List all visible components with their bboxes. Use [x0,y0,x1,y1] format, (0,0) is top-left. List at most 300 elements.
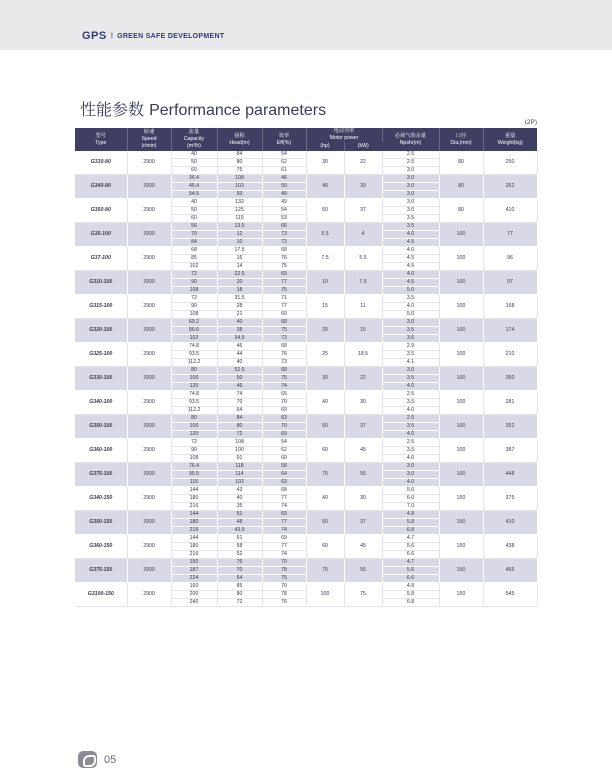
page-title-en: Performance parameters [149,102,327,119]
speed-cell: 2900 [127,343,171,367]
col-weight: 重量 Weight(kg) [483,128,537,151]
eff-cell: 49 [262,199,306,207]
col-dia: 口径 Dia.(mm) [439,128,483,151]
capacity-cell: 50 [171,159,217,167]
npshr-cell: 3.5 [382,423,439,431]
head-cell: 119 [217,215,262,223]
head-cell: 93 [217,191,262,199]
head-cell: 50 [217,375,262,383]
speed-cell: 2900 [127,223,171,247]
pole-note: (2P) [524,119,537,126]
head-cell: 76 [217,559,262,567]
dia-cell: 100 [439,439,483,463]
pump-model-group [75,439,537,463]
head-cell: 52.5 [217,367,262,375]
performance-table [75,128,538,607]
capacity-cell: 95.5 [171,471,217,479]
npshr-cell: 3.0 [382,471,439,479]
speed-cell: 2900 [127,247,171,271]
dia-cell: 100 [439,415,483,439]
model-cell: G350-150 [75,511,127,535]
head-cell: 80 [217,591,262,599]
kw-cell: 55 [344,463,382,487]
npshr-cell: 3.0 [382,167,439,175]
table-header [75,128,537,151]
head-cell: 13.5 [217,223,262,231]
head-cell: 40 [217,359,262,367]
capacity-cell: 180 [171,519,217,527]
kw-cell: 4 [344,223,382,247]
npshr-cell: 3.5 [382,399,439,407]
eff-cell: 77 [262,543,306,551]
eff-cell: 72 [262,335,306,343]
npshr-cell: 3.5 [382,351,439,359]
dia-cell: 100 [439,391,483,415]
pump-model-group [75,415,537,439]
eff-cell: 78 [262,567,306,575]
npshr-cell: 5.0 [382,487,439,495]
npshr-cell: 2.5 [382,391,439,399]
eff-cell: 68 [262,487,306,495]
npshr-cell: 3.5 [382,295,439,303]
eff-cell: 70 [262,559,306,567]
capacity-cell: 56 [171,223,217,231]
npshr-cell: 3.5 [382,375,439,383]
kw-cell: 30 [344,175,382,199]
eff-cell: 75 [262,575,306,583]
head-cell: 84 [217,415,262,423]
eff-cell: 68 [262,319,306,327]
eff-cell: 54 [262,439,306,447]
npshr-cell: 2.5 [382,159,439,167]
pump-model-group [75,367,537,391]
dia-cell: 100 [439,295,483,319]
capacity-cell: 76.4 [171,463,217,471]
weight-cell: 96 [483,247,537,271]
hp-cell: 40 [306,487,344,511]
pump-model-group [75,535,537,559]
weight-cell: 387 [483,439,537,463]
capacity-cell: 200 [171,591,217,599]
page-title-zh: 性能参数 [80,100,145,119]
speed-cell: 2900 [127,535,171,559]
eff-cell: 70 [262,423,306,431]
head-cell: 72 [217,599,262,607]
table-row [75,199,537,207]
weight-cell: 168 [483,295,537,319]
dia-cell: 100 [439,367,483,391]
model-cell: G330-100 [75,367,127,391]
dia-cell: 100 [439,247,483,271]
head-cell: 35 [217,503,262,511]
npshr-cell: 6.0 [382,495,439,503]
npshr-cell: 4.5 [382,255,439,263]
capacity-cell: 72 [171,271,217,279]
head-cell: 20 [217,279,262,287]
dia-cell: 150 [439,583,483,607]
pump-model-group [75,151,537,175]
capacity-cell: 112.2 [171,359,217,367]
npshr-cell: 4.7 [382,559,439,567]
eff-cell: 74 [262,527,306,535]
npshr-cell: 4.5 [382,239,439,247]
capacity-cell: 70 [171,231,217,239]
head-cell: 40 [217,319,262,327]
pump-model-group [75,223,537,247]
eff-cell: 50 [262,183,306,191]
eff-cell: 60 [262,455,306,463]
logo-divider: ⁞ [110,32,114,40]
npshr-cell: 6.8 [382,599,439,607]
kw-cell: 37 [344,511,382,535]
capacity-cell: 108 [171,287,217,295]
head-cell: 103 [217,183,262,191]
eff-cell: 58 [262,463,306,471]
capacity-cell: 60 [171,215,217,223]
capacity-cell: 102 [171,263,217,271]
capacity-cell: 80 [171,415,217,423]
capacity-cell: 40 [171,199,217,207]
eff-cell: 75 [262,327,306,335]
head-cell: 64 [217,575,262,583]
npshr-cell: 3.6 [382,335,439,343]
eff-cell: 60 [262,311,306,319]
capacity-cell: 90 [171,303,217,311]
dia-cell: 100 [439,271,483,295]
npshr-cell: 4.0 [382,303,439,311]
capacity-cell: 144 [171,487,217,495]
model-cell: G340-100 [75,391,127,415]
pump-model-group [75,487,537,511]
model-cell: G320-100 [75,319,127,343]
model-cell: G310-100 [75,271,127,295]
dia-cell: 150 [439,511,483,535]
hp-cell: 75 [306,463,344,487]
weight-cell: 410 [483,511,537,535]
pump-model-group [75,463,537,487]
capacity-cell: 100 [171,375,217,383]
dia-cell: 150 [439,535,483,559]
eff-cell: 76 [262,599,306,607]
head-cell: 80 [217,423,262,431]
npshr-cell: 3.0 [382,191,439,199]
weight-cell: 262 [483,175,537,199]
hp-cell: 40 [306,175,344,199]
npshr-cell: 5.8 [382,591,439,599]
pump-model-group [75,583,537,607]
speed-cell: 2900 [127,151,171,175]
head-cell: 114 [217,471,262,479]
capacity-cell: 144 [171,511,217,519]
model-cell: G350-80 [75,199,127,223]
eff-cell: 69 [262,431,306,439]
hp-cell: 15 [306,295,344,319]
header-band [0,0,612,50]
npshr-cell: 5.0 [382,287,439,295]
head-cell: 46 [217,383,262,391]
pump-model-group [75,343,537,367]
npshr-cell: 2.5 [382,439,439,447]
speed-cell: 2900 [127,367,171,391]
npshr-cell: 3.0 [382,199,439,207]
pump-model-group [75,271,537,295]
capacity-cell: 80 [171,367,217,375]
col-hp: (hp) [306,142,344,151]
head-cell: 75 [217,167,262,175]
weight-cell: 174 [483,319,537,343]
npshr-cell: 3.0 [382,207,439,215]
capacity-cell: 50 [171,207,217,215]
eff-cell: 68 [262,343,306,351]
npshr-cell: 5.6 [382,567,439,575]
head-cell: 70 [217,567,262,575]
npshr-cell: 2.5 [382,415,439,423]
pump-model-group [75,559,537,583]
col-head: 扬程 Head(m) [217,128,262,151]
eff-cell: 46 [262,175,306,183]
head-cell: 51 [217,511,262,519]
npshr-cell: 5.6 [382,543,439,551]
head-cell: 16 [217,255,262,263]
npshr-cell: 4.5 [382,279,439,287]
capacity-cell: 216 [171,503,217,511]
capacity-cell: 144 [171,535,217,543]
npshr-cell: 4.0 [382,455,439,463]
npshr-cell: 4.0 [382,431,439,439]
capacity-cell: 68 [171,247,217,255]
weight-cell: 545 [483,583,537,607]
head-cell: 12 [217,231,262,239]
weight-cell: 438 [483,535,537,559]
kw-cell: 45 [344,535,382,559]
table-row [75,487,537,495]
capacity-cell: 120 [171,383,217,391]
head-cell: 74 [217,391,262,399]
head-cell: 61 [217,535,262,543]
pump-model-group [75,391,537,415]
table-row [75,151,537,159]
hp-cell: 100 [306,583,344,607]
weight-cell: 375 [483,487,537,511]
hp-cell: 60 [306,535,344,559]
eff-cell: 70 [262,583,306,591]
capacity-cell: 74.8 [171,343,217,351]
capacity-cell: 102 [171,335,217,343]
head-cell: 31.5 [217,295,262,303]
npshr-cell: 4.0 [382,383,439,391]
eff-cell: 68 [262,367,306,375]
npshr-cell: 3.0 [382,367,439,375]
capacity-cell: 86.6 [171,327,217,335]
npshr-cell: 4.8 [382,583,439,591]
capacity-cell: 180 [171,495,217,503]
col-motor-power: 电动功率 Motor power [306,128,382,142]
speed-cell: 2900 [127,559,171,583]
kw-cell: 55 [344,559,382,583]
npshr-cell: 6.8 [382,527,439,535]
eff-cell: 74 [262,551,306,559]
table-row [75,247,537,255]
head-cell: 108 [217,175,262,183]
npshr-cell: 4.0 [382,407,439,415]
hp-cell: 30 [306,367,344,391]
eff-cell: 69 [262,407,306,415]
eff-cell: 65 [262,391,306,399]
model-cell: G35-100 [75,223,127,247]
col-npshr: 必须气蚀余量 Npshr(m) [382,128,439,151]
col-kw: (kW) [344,142,382,151]
kw-cell: 7.5 [344,271,382,295]
dia-cell: 80 [439,151,483,175]
capacity-cell: 60 [171,167,217,175]
speed-cell: 2900 [127,271,171,295]
pump-model-group [75,511,537,535]
head-cell: 118 [217,463,262,471]
table-row [75,343,537,351]
col-speed: 转速 Speed (r/min) [127,128,171,151]
capacity-cell: 187 [171,567,217,575]
capacity-cell: 84 [171,239,217,247]
capacity-cell: 216 [171,527,217,535]
head-cell: 85 [217,583,262,591]
capacity-cell: 160 [171,583,217,591]
head-cell: 44 [217,351,262,359]
head-cell: 18 [217,287,262,295]
weight-cell: 77 [483,223,537,247]
brand-tagline: GREEN SAFE DEVELOPMENT [117,32,225,40]
dia-cell: 80 [439,199,483,223]
capacity-cell: 54.5 [171,191,217,199]
npshr-cell: 5.8 [382,519,439,527]
head-cell: 100 [217,447,262,455]
eff-cell: 69 [262,511,306,519]
speed-cell: 2900 [127,583,171,607]
weight-cell: 97 [483,271,537,295]
pump-model-group [75,295,537,319]
table-row [75,271,537,279]
pump-model-group [75,319,537,343]
eff-cell: 69 [262,271,306,279]
speed-cell: 2900 [127,295,171,319]
head-cell: 80 [217,159,262,167]
kw-cell: 18.5 [344,343,382,367]
kw-cell: 22 [344,367,382,391]
capacity-cell: 115 [171,479,217,487]
head-cell: 58 [217,543,262,551]
eff-cell: 71 [262,295,306,303]
speed-cell: 2900 [127,511,171,535]
hp-cell: 75 [306,559,344,583]
head-cell: 132 [217,199,262,207]
eff-cell: 53 [262,215,306,223]
speed-cell: 2900 [127,439,171,463]
pump-model-group [75,199,537,223]
table-row [75,439,537,447]
capacity-cell: 85 [171,255,217,263]
hp-cell: 50 [306,415,344,439]
model-cell: G360-100 [75,439,127,463]
head-cell: 22.5 [217,271,262,279]
capacity-cell: 90 [171,279,217,287]
head-cell: 43.5 [217,527,262,535]
eff-cell: 74 [262,383,306,391]
head-cell: 28 [217,303,262,311]
npshr-cell: 4.0 [382,231,439,239]
hp-cell: 20 [306,319,344,343]
npshr-cell: 3.0 [382,319,439,327]
npshr-cell: 2.9 [382,343,439,351]
kw-cell: 37 [344,199,382,223]
kw-cell: 30 [344,391,382,415]
table-row [75,535,537,543]
npshr-cell: 3.0 [382,183,439,191]
eff-cell: 54 [262,207,306,215]
dia-cell: 100 [439,223,483,247]
model-cell: G360-150 [75,535,127,559]
pump-model-group [75,247,537,271]
eff-cell: 64 [262,471,306,479]
head-cell: 48 [217,519,262,527]
speed-cell: 2900 [127,487,171,511]
hp-cell: 50 [306,511,344,535]
capacity-cell: 112.2 [171,407,217,415]
eff-cell: 74 [262,503,306,511]
capacity-cell: 45.4 [171,183,217,191]
weight-cell: 250 [483,151,537,175]
npshr-cell: 3.0 [382,175,439,183]
weight-cell: 465 [483,559,537,583]
eff-cell: 75 [262,263,306,271]
model-cell: G3100-150 [75,583,127,607]
head-cell: 10 [217,239,262,247]
speed-cell: 2900 [127,391,171,415]
hp-cell: 30 [306,151,344,175]
eff-cell: 62 [262,159,306,167]
capacity-cell: 72 [171,295,217,303]
table-row [75,583,537,591]
capacity-cell: 36.4 [171,175,217,183]
head-cell: 52 [217,551,262,559]
capacity-cell: 108 [171,455,217,463]
kw-cell: 37 [344,415,382,439]
head-cell: 91 [217,455,262,463]
eff-cell: 77 [262,519,306,527]
speed-cell: 2900 [127,175,171,199]
page-number: 05 [104,754,117,766]
weight-cell: 210 [483,343,537,367]
npshr-cell: 3.0 [382,463,439,471]
npshr-cell: 3.5 [382,223,439,231]
kw-cell: 15 [344,319,382,343]
hp-cell: 25 [306,343,344,367]
capacity-cell: 90 [171,447,217,455]
model-cell: G37-100 [75,247,127,271]
table-row [75,511,537,519]
capacity-cell: 216 [171,551,217,559]
npshr-cell: 4.5 [382,263,439,271]
eff-cell: 77 [262,279,306,287]
kw-cell: 11 [344,295,382,319]
eff-cell: 76 [262,255,306,263]
dia-cell: 100 [439,319,483,343]
brand-logo [82,30,224,42]
capacity-cell: 93.5 [171,399,217,407]
kw-cell: 5.5 [344,247,382,271]
dia-cell: 150 [439,559,483,583]
dia-cell: 150 [439,487,483,511]
head-cell: 43 [217,487,262,495]
dia-cell: 100 [439,343,483,367]
